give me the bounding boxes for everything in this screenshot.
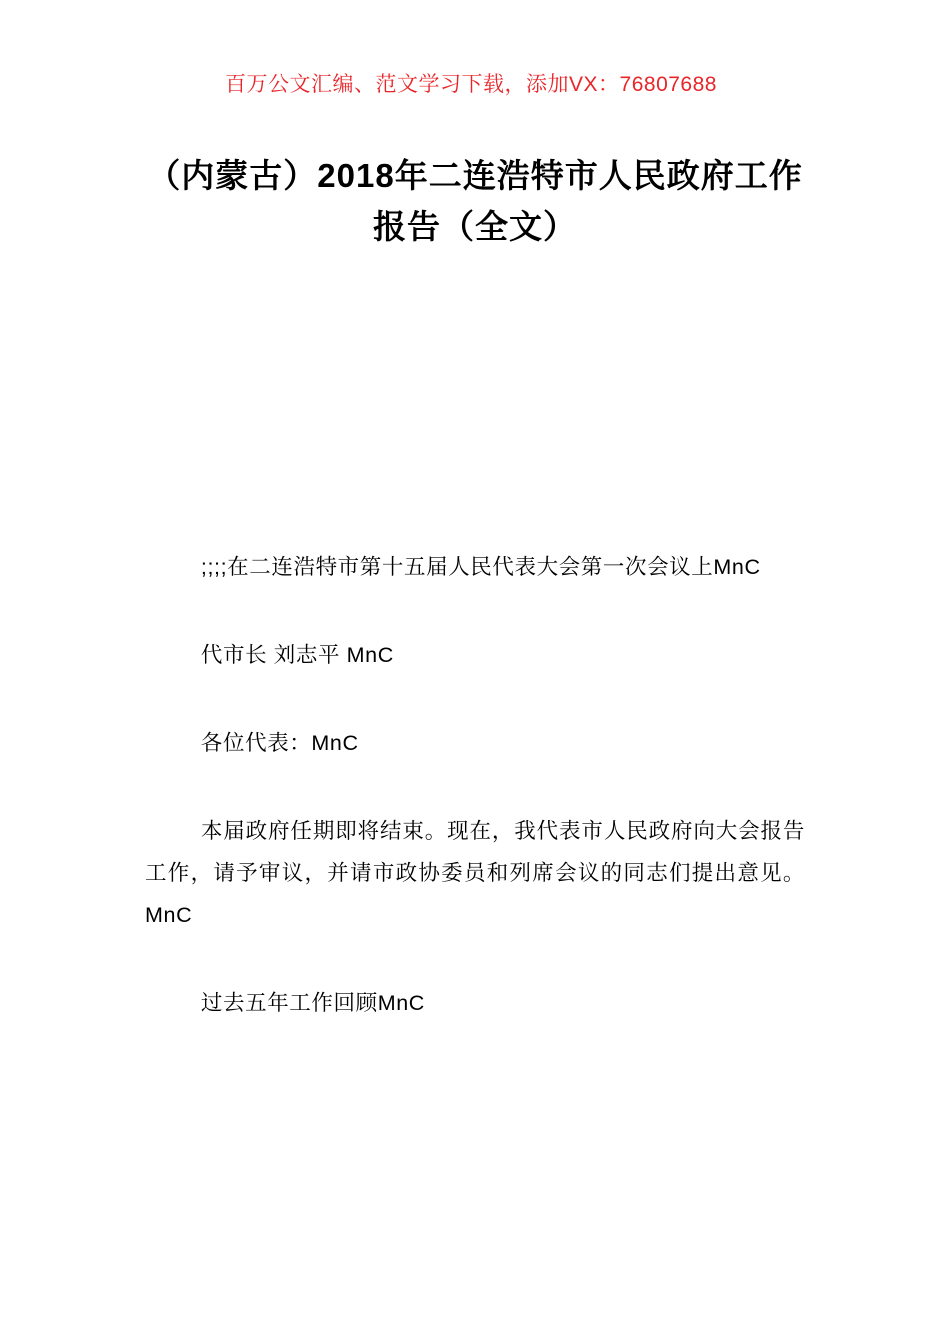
document-body bbox=[145, 547, 805, 1024]
paragraph: ;;;;在二连浩特市第十五届人民代表大会第一次会议上MnC bbox=[200, 555, 761, 580]
paragraph: 各位代表：MnC bbox=[200, 731, 359, 756]
paragraph: 本届政府任期即将结束。现在，我代表市人民政府向大会报告工作，请予审议，并请市政协委员和列席会议的同志们提出意见。MnC bbox=[145, 819, 805, 927]
title-body-spacer bbox=[145, 252, 805, 547]
paragraph: 代市长 刘志平 MnC bbox=[200, 643, 394, 668]
page-title: （内蒙古）2018年二连浩特市人民政府工作报告（全文） bbox=[147, 157, 803, 246]
watermark-text: 百万公文汇编、范文学习下载，添加VX：76807688 bbox=[225, 73, 717, 96]
paragraph: 过去五年工作回顾MnC bbox=[200, 990, 425, 1015]
